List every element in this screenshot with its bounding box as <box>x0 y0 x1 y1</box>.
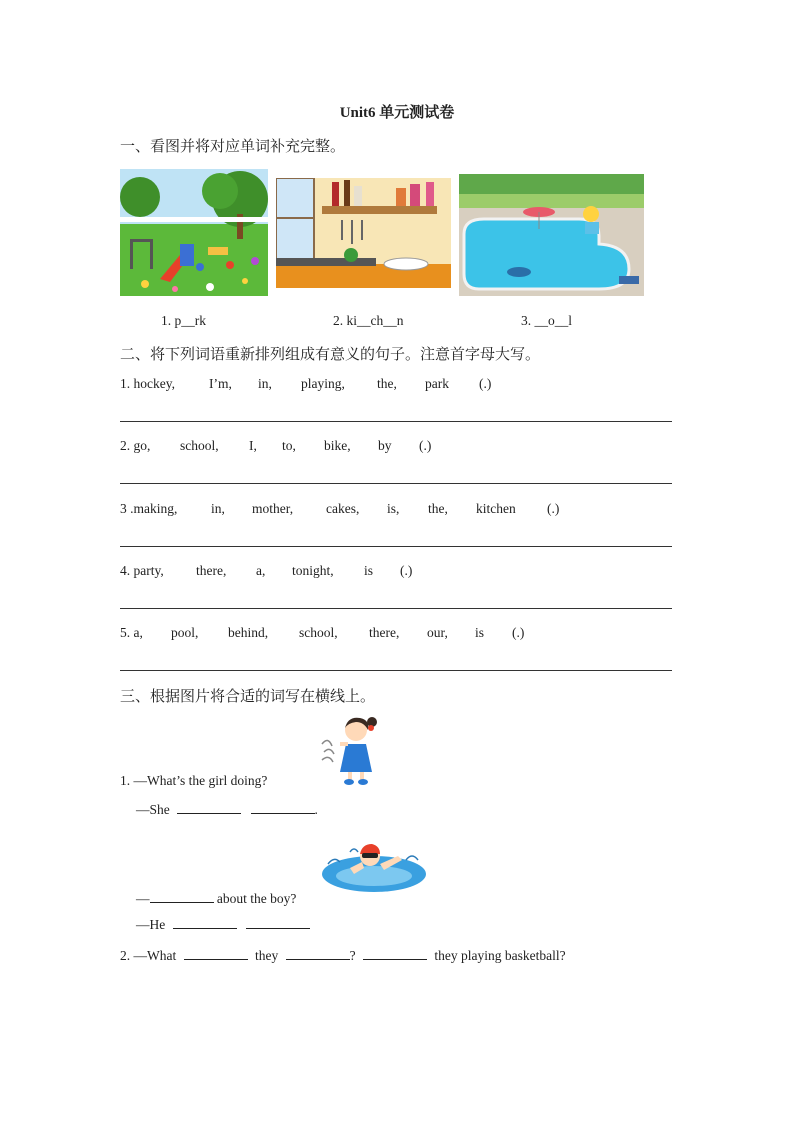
question-prefix: 2. —What <box>120 948 177 963</box>
question-1-boy <box>136 890 296 907</box>
word: (.) <box>547 501 560 516</box>
sentence-row-4 <box>120 563 412 579</box>
word: behind, <box>228 625 269 640</box>
word: is <box>364 563 374 578</box>
answer-line-5[interactable] <box>120 670 672 671</box>
word: kitchen <box>476 501 516 516</box>
blank-3[interactable] <box>150 890 214 903</box>
word: cakes, <box>326 501 360 516</box>
word: 1. hockey, <box>120 376 175 391</box>
answer-prefix: —She <box>136 802 170 817</box>
caption-park: 1. p__rk <box>161 313 206 328</box>
answer-prefix: —He <box>136 917 166 932</box>
blank-7[interactable] <box>286 947 350 960</box>
dash: — <box>136 891 150 906</box>
answer-line-4[interactable] <box>120 608 672 609</box>
question-text: about the boy? <box>216 891 297 906</box>
word-they: they <box>255 948 279 963</box>
pool-image <box>459 174 644 296</box>
question-text: they playing basketball? <box>434 948 566 963</box>
question-mark: ? <box>349 948 356 963</box>
caption-pool: 3. __o__l <box>521 313 573 328</box>
question-1-girl: 1. —What’s the girl doing? <box>120 773 268 788</box>
blank-1[interactable] <box>177 801 241 814</box>
blank-6[interactable] <box>184 947 248 960</box>
question-2 <box>120 947 566 964</box>
word: is <box>475 625 485 640</box>
word: (.) <box>479 376 492 391</box>
word: in, <box>258 376 272 391</box>
page-title: Unit6 单元测试卷 <box>339 105 455 121</box>
section3-heading: 三、根据图片将合适的词写在横线上。 <box>120 687 376 705</box>
word: (.) <box>512 625 525 640</box>
period: . <box>314 802 318 817</box>
word: is, <box>387 501 400 516</box>
girl-image <box>318 714 384 786</box>
word: I’m, <box>209 376 232 391</box>
answer-line-1[interactable] <box>120 421 672 422</box>
word: pool, <box>171 625 199 640</box>
sentence-row-3 <box>120 501 559 517</box>
word: by <box>378 438 392 453</box>
word: 5. a, <box>120 625 143 640</box>
word: 4. party, <box>120 563 164 578</box>
word: I, <box>249 438 257 453</box>
word: playing, <box>301 376 345 391</box>
answer-line-2[interactable] <box>120 483 672 484</box>
blank-2[interactable] <box>251 801 315 814</box>
word: bike, <box>324 438 351 453</box>
swimming-boy-image <box>320 838 428 896</box>
caption-kitchen: 2. ki__ch__n <box>333 313 404 328</box>
word: 2. go, <box>120 438 151 453</box>
word: the, <box>377 376 397 391</box>
answer-1-girl <box>136 801 318 818</box>
word: mother, <box>252 501 294 516</box>
word: there, <box>369 625 400 640</box>
word: park <box>425 376 449 391</box>
word: to, <box>282 438 296 453</box>
word: a, <box>256 563 266 578</box>
word: school, <box>299 625 338 640</box>
word: in, <box>211 501 225 516</box>
word: the, <box>428 501 448 516</box>
word: there, <box>196 563 227 578</box>
word: our, <box>427 625 448 640</box>
answer-line-3[interactable] <box>120 546 672 547</box>
sentence-row-1 <box>120 376 491 392</box>
sentence-row-5 <box>120 625 524 641</box>
word: tonight, <box>292 563 334 578</box>
answer-1-boy <box>136 916 310 933</box>
kitchen-image <box>276 178 451 288</box>
sentence-row-2 <box>120 438 431 454</box>
section2-heading: 二、将下列词语重新排列组成有意义的句子。注意首字母大写。 <box>120 345 541 363</box>
word: 3 .making, <box>120 501 178 516</box>
word: (.) <box>419 438 432 453</box>
word: (.) <box>400 563 413 578</box>
blank-4[interactable] <box>173 916 237 929</box>
word: school, <box>180 438 219 453</box>
blank-5[interactable] <box>246 916 310 929</box>
section1-heading: 一、看图并将对应单词补充完整。 <box>120 137 346 155</box>
blank-8[interactable] <box>363 947 427 960</box>
park-image <box>120 169 268 296</box>
